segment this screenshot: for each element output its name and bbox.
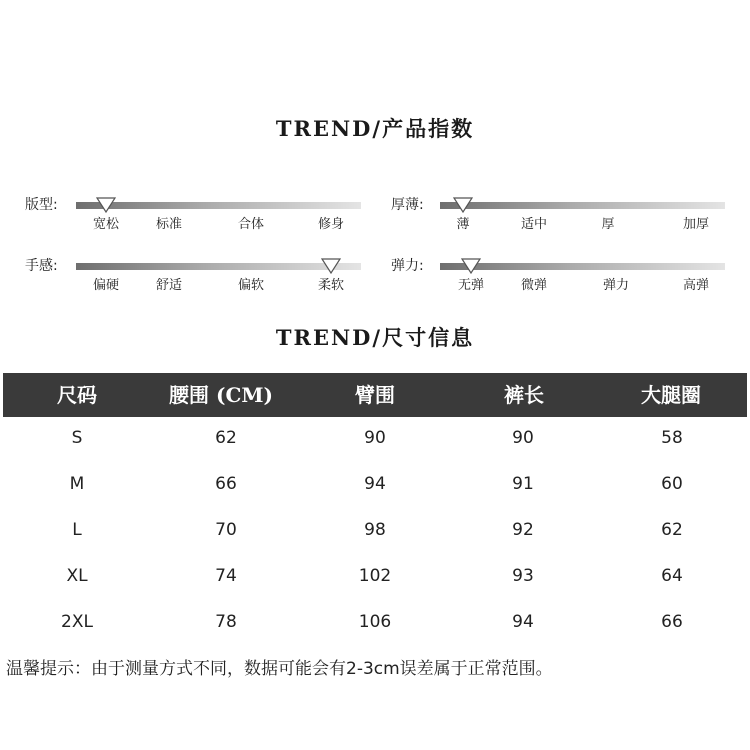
table-cell: 102 [358,566,392,586]
table-cell: 90 [512,428,534,448]
feel-option: 柔软 [317,278,345,293]
table-cell: 94 [512,612,534,632]
table-cell: 78 [215,612,237,632]
table-cell: 90 [364,428,386,448]
table-cell: 62 [215,428,237,448]
feel-option: 舒适 [155,278,183,293]
feel-scale-bar [76,263,361,270]
measurement-note: 温馨提示：由于测量方式不同，数据可能会有2-3cm误差属于正常范围。 [6,659,553,679]
feel-label: 手感: [25,258,58,274]
table-cell: 98 [364,520,386,540]
table-cell: 93 [512,566,534,586]
thickness-scale-bar [440,202,725,209]
table-cell: 66 [661,612,683,632]
header-length: 裤长 [504,383,544,407]
table-cell: M [69,474,85,494]
thickness-option: 厚 [601,217,615,232]
thickness-option: 适中 [520,217,548,232]
fit-option: 修身 [317,217,345,232]
table-cell: 64 [661,566,683,586]
size-info-heading: TREND/尺寸信息 [275,325,475,350]
table-cell: 62 [661,520,683,540]
elasticity-option: 弹力 [602,278,630,293]
elasticity-option: 微弹 [520,278,548,293]
elasticity-selected-marker-icon [460,257,482,275]
fit-option: 宽松 [92,217,120,232]
table-cell: 91 [512,474,534,494]
table-cell: S [71,428,83,448]
fit-label: 版型: [25,197,58,213]
table-cell: 58 [661,428,683,448]
header-arm: 臂围 [355,383,395,407]
elasticity-option: 高弹 [682,278,710,293]
product-index-heading: TREND/产品指数 [275,116,475,141]
table-cell: 70 [215,520,237,540]
fit-selected-marker-icon [95,196,117,214]
elasticity-scale-bar [440,263,725,270]
elasticity-label: 弹力: [391,258,424,274]
table-cell: L [72,520,82,540]
table-cell: 2XL [61,612,93,632]
header-thigh: 大腿圈 [641,383,701,407]
feel-option: 偏软 [237,278,265,293]
elasticity-option: 无弹 [457,278,485,293]
thickness-selected-marker-icon [452,196,474,214]
header-size: 尺码 [57,383,97,407]
fit-option: 合体 [237,217,265,232]
thickness-label: 厚薄: [391,197,424,213]
fit-option: 标准 [155,217,183,232]
header-waist: 腰围 (CM) [169,383,273,407]
thickness-option: 薄 [456,217,470,232]
table-cell: 66 [215,474,237,494]
fit-scale-bar [76,202,361,209]
thickness-option: 加厚 [682,217,710,232]
table-cell: 92 [512,520,534,540]
size-table-header [3,373,747,417]
table-cell: XL [66,566,88,586]
table-cell: 106 [358,612,392,632]
feel-option: 偏硬 [92,278,120,293]
feel-selected-marker-icon [320,257,342,275]
table-cell: 94 [364,474,386,494]
table-cell: 60 [661,474,683,494]
table-cell: 74 [215,566,237,586]
